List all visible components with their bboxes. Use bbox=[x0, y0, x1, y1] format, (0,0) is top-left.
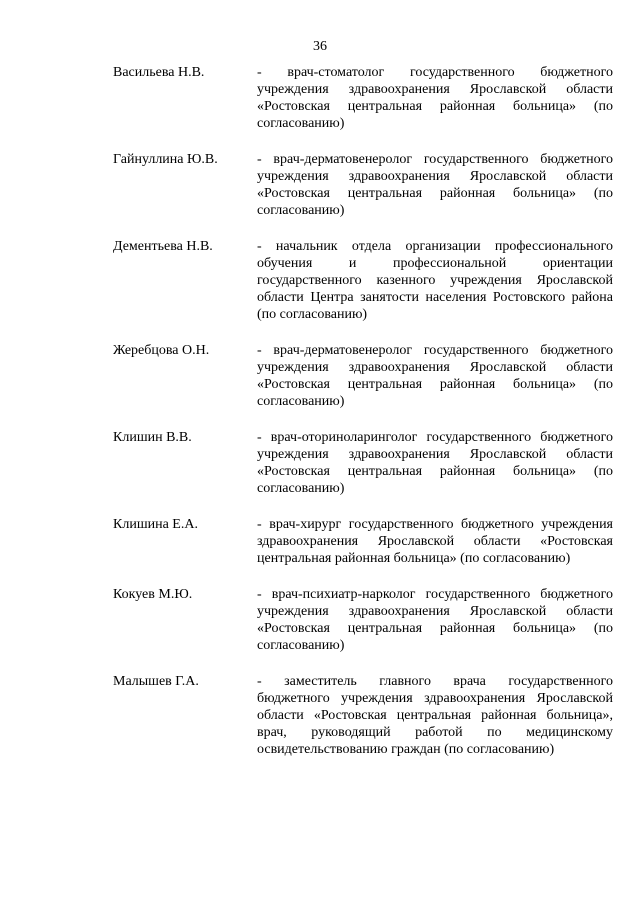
member-position: - врач-стоматолог государственного бюджетного учреждения здравоохранения Ярославской области «Ростовская центральная районная больница» (по согласованию) bbox=[257, 65, 613, 131]
member-name: Клишина Е.А. bbox=[113, 517, 198, 532]
member-position: - врач-дерматовенеролог государственного бюджетного учреждения здравоохранения Ярославской области «Ростовская центральная районная больница» (по согласованию) bbox=[257, 152, 613, 218]
list-item bbox=[113, 673, 613, 758]
member-name: Гайнуллина Ю.В. bbox=[113, 152, 218, 167]
list-item bbox=[113, 64, 613, 132]
member-position: - начальник отдела организации профессионального обучения и профессиональной ориентации государственного казенного учреждения Ярославской области Центра занятости населения Ростовского района (по согласованию) bbox=[257, 239, 613, 322]
member-name: Жеребцова О.Н. bbox=[113, 343, 210, 358]
member-name: Дементьева Н.В. bbox=[113, 239, 213, 254]
member-position: - заместитель главного врача государственного бюджетного учреждения здравоохранения Ярославской области «Ростовская центральная районная больница», врач, руководящий работой по медицинскому освидетельствованию граждан (по согласованию) bbox=[257, 674, 613, 757]
list-item bbox=[113, 342, 613, 410]
list-item bbox=[113, 151, 613, 219]
member-position: - врач-психиатр-нарколог государственного бюджетного учреждения здравоохранения Ярославской области «Ростовская центральная районная больница» (по согласованию) bbox=[257, 587, 613, 653]
member-position: - врач-оториноларинголог государственного бюджетного учреждения здравоохранения Ярославской области «Ростовская центральная районная больница» (по согласованию) bbox=[257, 430, 613, 496]
member-list bbox=[113, 64, 613, 777]
member-position: - врач-дерматовенеролог государственного бюджетного учреждения здравоохранения Ярославской области «Ростовская центральная районная больница» (по согласованию) bbox=[257, 343, 613, 409]
page-number: 36 bbox=[313, 39, 327, 54]
member-name: Кокуев М.Ю. bbox=[113, 587, 193, 602]
list-item bbox=[113, 429, 613, 497]
list-item bbox=[113, 516, 613, 567]
member-name: Васильева Н.В. bbox=[113, 65, 205, 80]
member-name: Малышев Г.А. bbox=[113, 674, 199, 689]
list-item bbox=[113, 238, 613, 323]
list-item bbox=[113, 586, 613, 654]
member-position: - врач-хирург государственного бюджетного учреждения здравоохранения Ярославской области «Ростовская центральная районная больница» (по согласованию) bbox=[257, 517, 613, 566]
member-name: Клишин В.В. bbox=[113, 430, 192, 445]
